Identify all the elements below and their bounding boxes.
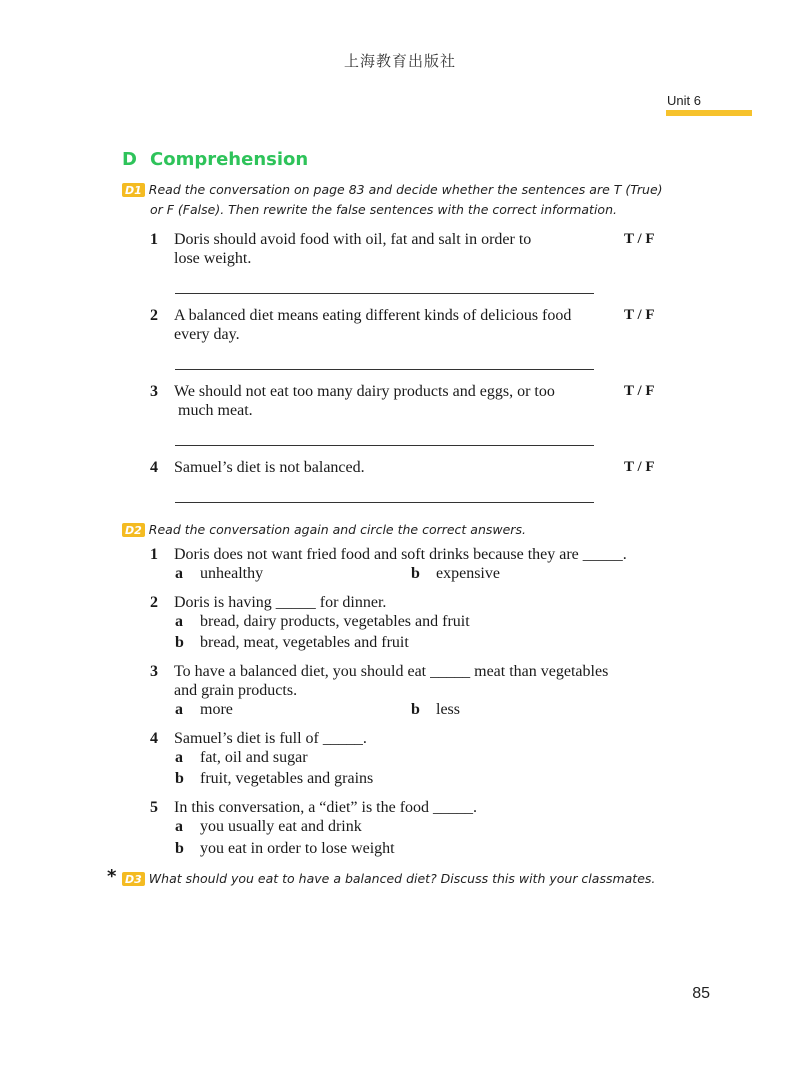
option-text: bread, meat, vegetables and fruit [200, 634, 409, 651]
option-text: bread, dairy products, vegetables and fruit [200, 613, 470, 630]
item-text-1: Doris should avoid food with oil, fat and salt in order to [174, 231, 532, 248]
option-a[interactable] [175, 700, 233, 719]
question-number: 4 [150, 730, 158, 747]
d2-instruction-text: Read the conversation again and circle the correct answers. [148, 522, 526, 537]
question-text: Doris does not want fried food and soft drinks because they are _____. [174, 546, 627, 563]
section-letter: D [122, 149, 137, 170]
question-number: 5 [150, 799, 158, 816]
option-b[interactable] [411, 564, 500, 583]
d1-instruction-line2: or F (False). Then rewrite the false sentences with the correct information. [150, 202, 617, 217]
d1-item [150, 458, 620, 477]
answer-line[interactable] [175, 445, 594, 446]
item-number: 3 [150, 383, 158, 400]
option-text: fruit, vegetables and grains [200, 770, 374, 787]
option-text: fat, oil and sugar [200, 749, 308, 766]
option-text: more [200, 701, 233, 718]
item-number: 1 [150, 231, 158, 248]
option-label: b [175, 840, 184, 857]
item-text-2: much meat. [178, 402, 253, 419]
d3-instruction-text: What should you eat to have a balanced diet? Discuss this with your classmates. [148, 871, 656, 886]
unit-underline-bar [666, 110, 752, 116]
publisher-name: 上海教育出版社 [343, 52, 456, 70]
option-label: b [411, 701, 420, 718]
question-text: Samuel’s diet is full of _____. [174, 730, 367, 747]
d3-badge: D3 [122, 872, 145, 886]
option-text: unhealthy [200, 565, 264, 582]
question-text-2: and grain products. [174, 682, 298, 699]
true-false-option[interactable]: T / F [624, 459, 655, 475]
option-label: b [175, 634, 184, 651]
item-text-1: A balanced diet means eating different kinds of delicious food [174, 307, 572, 324]
question-number: 3 [150, 663, 158, 680]
d1-item [150, 230, 620, 268]
option-label: a [175, 565, 183, 582]
question-text: In this conversation, a “diet” is the food _____. [174, 799, 478, 816]
true-false-option[interactable]: T / F [624, 307, 655, 323]
option-text: less [436, 701, 460, 718]
d2-question [150, 545, 680, 564]
item-text-2: every day. [174, 326, 240, 343]
d2-question [150, 729, 680, 748]
answer-line[interactable] [175, 502, 594, 503]
d1-badge: D1 [122, 183, 145, 197]
option-a[interactable] [175, 612, 470, 631]
option-label: a [175, 818, 183, 835]
asterisk-marker: * [107, 866, 117, 887]
option-b[interactable] [175, 839, 395, 858]
option-a[interactable] [175, 817, 362, 836]
true-false-option[interactable]: T / F [624, 231, 655, 247]
option-b[interactable] [411, 700, 460, 719]
d2-question [150, 662, 680, 700]
option-label: b [411, 565, 420, 582]
answer-line[interactable] [175, 369, 594, 370]
option-text: you usually eat and drink [200, 818, 362, 835]
option-label: a [175, 613, 183, 630]
section-title-text: Comprehension [150, 149, 309, 170]
item-number: 2 [150, 307, 158, 324]
option-label: a [175, 701, 183, 718]
true-false-option[interactable]: T / F [624, 383, 655, 399]
unit-label: Unit 6 [667, 93, 701, 108]
option-label: b [175, 770, 184, 787]
d1-instruction-line1: Read the conversation on page 83 and decide whether the sentences are T (True) [148, 182, 663, 197]
option-a[interactable] [175, 748, 308, 767]
d2-instruction [122, 520, 526, 540]
d2-badge: D2 [122, 523, 145, 537]
question-number: 2 [150, 594, 158, 611]
d1-instruction [122, 180, 663, 200]
page-number: 85 [692, 985, 710, 1002]
item-text-1: We should not eat too many dairy products and eggs, or too [174, 383, 555, 400]
question-text-1: To have a balanced diet, you should eat _____ meat than vegetables [174, 663, 609, 680]
d1-item [150, 306, 620, 344]
d2-question [150, 798, 680, 817]
item-text-2: lose weight. [174, 250, 252, 267]
d1-item [150, 382, 620, 420]
d2-question [150, 593, 680, 612]
section-title [122, 149, 308, 170]
option-text: you eat in order to lose weight [200, 840, 395, 857]
item-number: 4 [150, 459, 158, 476]
d3-instruction [122, 869, 655, 889]
option-label: a [175, 749, 183, 766]
option-text: expensive [436, 565, 500, 582]
item-text-1: Samuel’s diet is not balanced. [174, 459, 365, 476]
question-number: 1 [150, 546, 158, 563]
option-b[interactable] [175, 633, 409, 652]
question-text: Doris is having _____ for dinner. [174, 594, 387, 611]
option-b[interactable] [175, 769, 373, 788]
answer-line[interactable] [175, 293, 594, 294]
option-a[interactable] [175, 564, 263, 583]
